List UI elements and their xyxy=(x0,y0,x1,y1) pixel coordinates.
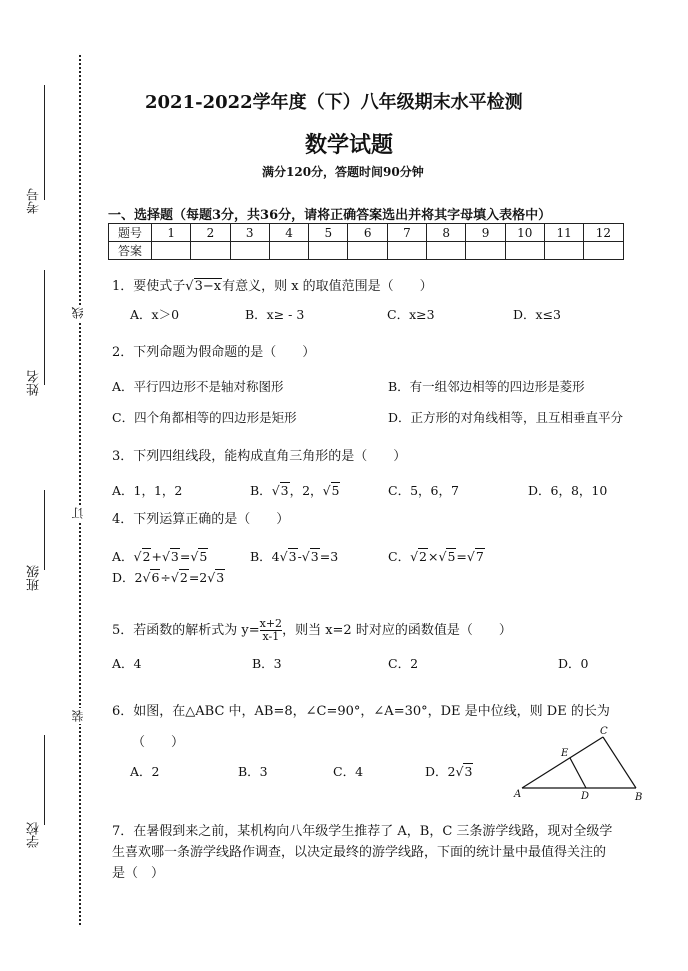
answer-cell[interactable] xyxy=(191,242,230,260)
radical-sign: √ xyxy=(438,549,447,564)
q4-a-operator: + xyxy=(151,549,162,564)
number-cell: 6 xyxy=(348,224,387,242)
q1-option-c: C．x≥3 xyxy=(387,307,435,322)
radical-sign: √ xyxy=(322,483,331,498)
midline-de xyxy=(570,758,586,788)
number-header-cell: 题号 xyxy=(109,224,152,242)
q4-a-equals: = xyxy=(179,549,191,564)
q5-option-a: A．4 xyxy=(112,656,142,671)
radical-sign: √ xyxy=(301,549,310,564)
vertex-label-c: C xyxy=(600,726,608,737)
radical-sign: √ xyxy=(185,279,194,294)
q4-c-operator: × xyxy=(428,549,439,564)
vertex-label-b: B xyxy=(635,792,643,803)
q6-option-c: C．4 xyxy=(333,764,364,779)
side-bc xyxy=(603,737,636,788)
q5-option-c: C．2 xyxy=(388,656,419,671)
radical-sign: √ xyxy=(170,570,179,585)
radical-sign: √ xyxy=(190,549,199,564)
answer-table-answer-row xyxy=(109,242,624,260)
question-4-stem: 4．下列运算正确的是（ ） xyxy=(112,512,290,527)
radical-sign: √ xyxy=(207,570,216,585)
q2-option-c: C．四个角都相等的四边形是矩形 xyxy=(112,410,297,425)
question-7-line-3: 是（ ） xyxy=(112,866,165,881)
q4-b-prefix: B．4 xyxy=(250,549,280,564)
radical-sign: √ xyxy=(410,549,419,564)
number-cell: 11 xyxy=(544,224,583,242)
number-cell: 1 xyxy=(152,224,191,242)
q4-c-equals: = xyxy=(456,549,467,564)
q2-option-d: D．正方形的对角线相等，且互相垂直平分 xyxy=(388,410,624,425)
seal-bind-char: 订 xyxy=(71,507,85,519)
q4-a-radicand-2: 3 xyxy=(170,549,179,564)
number-cell: 7 xyxy=(387,224,426,242)
q4-b-radicand-2: 3 xyxy=(310,549,319,564)
q6-option-d xyxy=(425,762,473,780)
answer-table xyxy=(108,223,624,260)
answer-cell[interactable] xyxy=(348,242,387,260)
q5-numerator: x+2 xyxy=(259,617,283,630)
q4-d-radicand-2: 2 xyxy=(179,570,188,585)
answer-cell[interactable] xyxy=(269,242,308,260)
q4-d-prefix: D．2 xyxy=(112,570,143,585)
exam-subtitle: 数学试题 xyxy=(305,132,394,158)
q4-option-d xyxy=(112,568,225,586)
answer-table-number-row xyxy=(109,224,624,242)
seal-fold-char: 装 xyxy=(71,710,85,722)
q6-d-radicand: 3 xyxy=(464,764,473,779)
number-cell: 9 xyxy=(466,224,505,242)
q4-c-radicand-3: 7 xyxy=(475,549,484,564)
q4-option-c xyxy=(388,547,485,565)
exam-title: 2021-2022学年度（下）八年级期末水平检测 xyxy=(145,92,523,113)
question-7-line-1: 7．在暑假到来之前，某机构向八年级学生推荐了 A，B，C 三条游学线路，现对全级学 xyxy=(112,824,613,839)
q4-c-radicand-2: 5 xyxy=(447,549,456,564)
name-label: 姓名 xyxy=(27,370,42,396)
section-1-title: 一、选择题（每题3分，共36分，请将正确答案选出并将其字母填入表格中） xyxy=(108,208,552,223)
q3-b-middle: ，2， xyxy=(289,483,323,498)
q1-option-a: A．x＞0 xyxy=(130,307,180,322)
triangle-figure xyxy=(510,722,650,804)
answer-cell[interactable] xyxy=(505,242,544,260)
q4-c-prefix: C． xyxy=(388,549,411,564)
q4-a-prefix: A． xyxy=(112,549,134,564)
answer-cell[interactable] xyxy=(544,242,583,260)
q3-b-radicand-1: 3 xyxy=(280,483,289,498)
answer-cell[interactable] xyxy=(152,242,191,260)
side-line-2 xyxy=(44,270,45,385)
q3-option-a: A．1，1，2 xyxy=(112,483,183,498)
q5-suffix: ，则当 x=2 时对应的函数值是（ ） xyxy=(282,623,512,638)
q3-option-c: C．5，6，7 xyxy=(388,483,459,498)
q4-d-operator: ÷ xyxy=(160,570,171,585)
class-label: 班级 xyxy=(27,565,42,591)
q4-a-radicand-1: 2 xyxy=(142,549,151,564)
answer-cell[interactable] xyxy=(584,242,623,260)
q1-option-b: B．x≥ - 3 xyxy=(245,307,305,322)
question-2-stem: 2．下列命题为假命题的是（ ） xyxy=(112,345,316,360)
question-5-stem xyxy=(112,618,512,643)
number-cell: 5 xyxy=(309,224,348,242)
seal-line-char: 线 xyxy=(71,307,85,319)
q4-b-operator: - xyxy=(297,549,302,564)
q5-fraction xyxy=(260,618,282,643)
school-label: 学校 xyxy=(27,822,42,848)
q4-b-equals: =3 xyxy=(319,549,339,564)
answer-cell[interactable] xyxy=(230,242,269,260)
radical-sign: √ xyxy=(133,549,142,564)
q5-option-d: D．0 xyxy=(558,656,589,671)
exam-number-label: 考号 xyxy=(27,188,42,214)
q4-a-radicand-3: 5 xyxy=(199,549,208,564)
q6-d-prefix: D．2 xyxy=(425,764,456,779)
answer-header-cell: 答案 xyxy=(109,242,152,260)
question-1-stem xyxy=(112,275,433,294)
side-line-3 xyxy=(44,490,45,570)
q4-d-radicand-1: 6 xyxy=(151,570,160,585)
number-cell: 2 xyxy=(191,224,230,242)
q4-d-radicand-3: 3 xyxy=(216,570,225,585)
q4-d-equals: =2 xyxy=(188,570,208,585)
point-label-d: D xyxy=(581,791,590,802)
question-7-line-2: 生喜欢哪一条游学线路作调查，以决定最终的游学线路，下面的统计量中最值得关注的 xyxy=(112,845,607,860)
number-cell: 10 xyxy=(505,224,544,242)
q3-option-b xyxy=(250,481,340,499)
q3-b-prefix: B． xyxy=(250,483,272,498)
q5-denominator: x-1 xyxy=(262,630,280,643)
q5-prefix: 5．若函数的解析式为 y= xyxy=(112,623,260,638)
q1-option-d: D．x≤3 xyxy=(513,307,561,322)
side-ac xyxy=(522,737,603,788)
number-cell: 3 xyxy=(230,224,269,242)
point-label-e: E xyxy=(561,748,569,759)
side-line-1 xyxy=(44,85,45,200)
number-cell: 4 xyxy=(269,224,308,242)
answer-cell[interactable] xyxy=(466,242,505,260)
q2-option-b: B．有一组邻边相等的四边形是菱形 xyxy=(388,379,585,394)
answer-cell[interactable] xyxy=(387,242,426,260)
number-cell: 8 xyxy=(427,224,466,242)
question-3-stem: 3．下列四组线段，能构成直角三角形的是（ ） xyxy=(112,449,407,464)
q4-option-a xyxy=(112,547,208,565)
q4-b-radicand-1: 3 xyxy=(288,549,297,564)
q1-prefix: 1．要使式子 xyxy=(112,279,186,294)
binding-dotted-line xyxy=(79,55,81,925)
q1-radicand: 3−x xyxy=(194,279,222,294)
exam-meta: 满分120分，答题时间90分钟 xyxy=(262,165,424,179)
radical-sign: √ xyxy=(455,764,464,779)
radical-sign: √ xyxy=(271,483,280,498)
question-6-stem: 6．如图，在△ABC 中，AB=8，∠C=90°，∠A=30°，DE 是中位线，则 DE 的长为 xyxy=(112,704,610,719)
number-cell: 12 xyxy=(584,224,623,242)
q4-option-b xyxy=(250,547,338,565)
q6-option-b: B．3 xyxy=(238,764,268,779)
q6-answer-blank: （ ） xyxy=(132,735,185,750)
radical-sign: √ xyxy=(161,549,170,564)
radical-sign: √ xyxy=(466,549,475,564)
side-line-4 xyxy=(44,735,45,825)
answer-cell[interactable] xyxy=(427,242,466,260)
q1-suffix: 有意义，则 x 的取值范围是（ ） xyxy=(222,279,433,294)
vertex-label-a: A xyxy=(514,789,522,800)
q6-option-a: A．2 xyxy=(130,764,160,779)
q4-c-radicand-1: 2 xyxy=(419,549,427,564)
q2-option-a: A．平行四边形不是轴对称图形 xyxy=(112,379,284,394)
q5-option-b: B．3 xyxy=(252,656,282,671)
answer-cell[interactable] xyxy=(309,242,348,260)
radical-sign: √ xyxy=(279,549,288,564)
radical-sign: √ xyxy=(142,570,151,585)
q3-b-radicand-2: 5 xyxy=(331,483,340,498)
q3-option-d: D．6，8，10 xyxy=(528,483,608,498)
